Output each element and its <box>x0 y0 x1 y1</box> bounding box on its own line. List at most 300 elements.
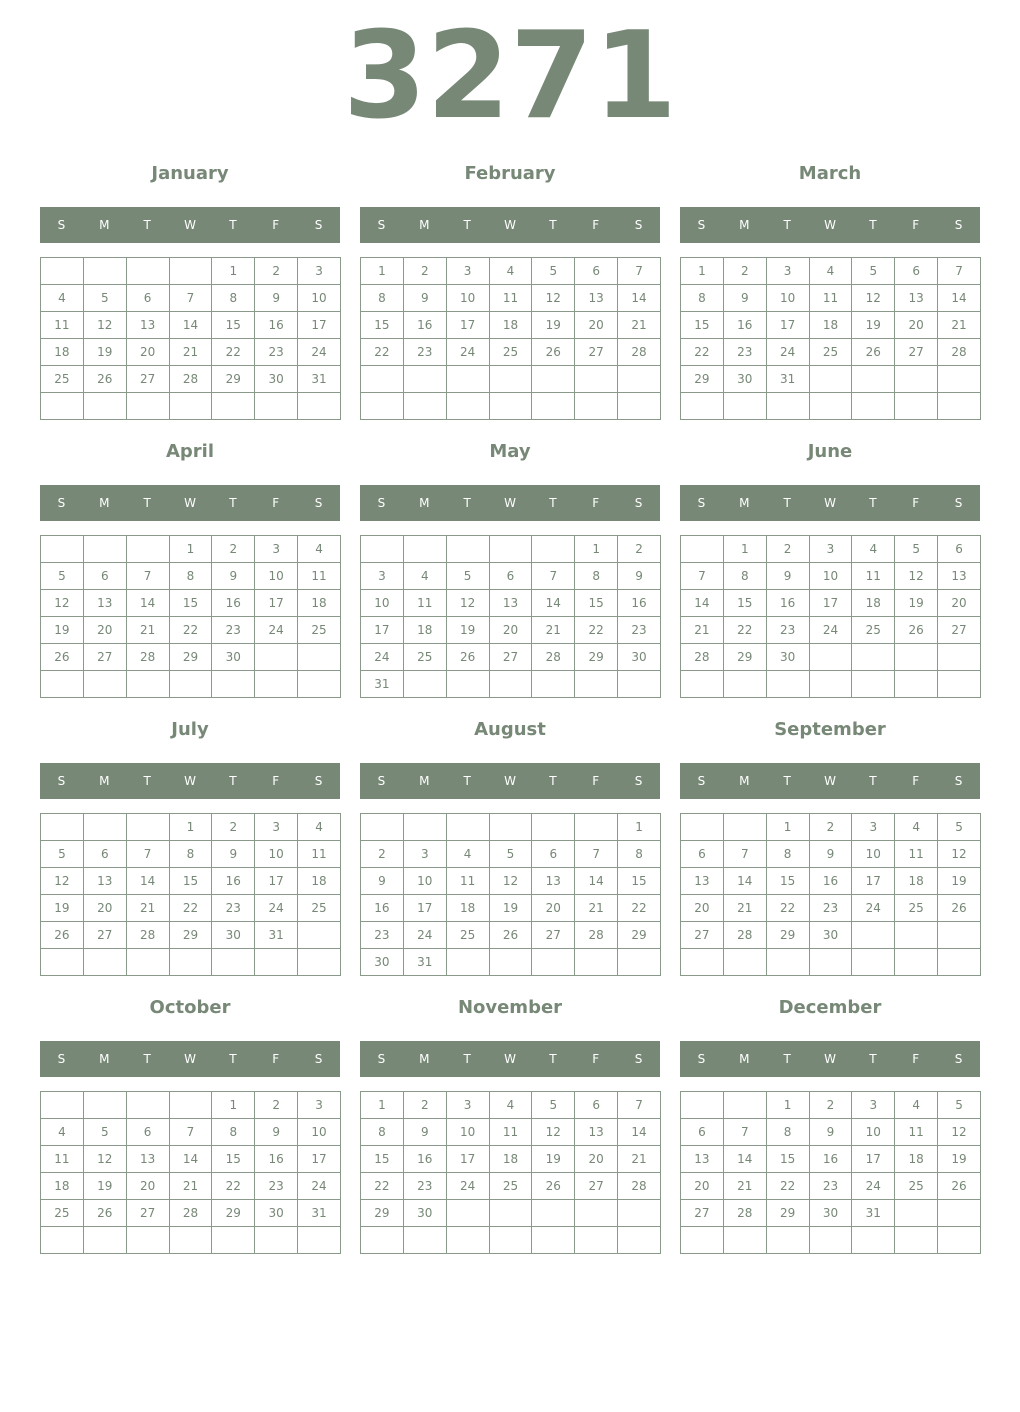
week-row <box>41 1200 341 1227</box>
weekday-label: W <box>504 496 516 510</box>
day-cell: 2 <box>766 536 809 563</box>
day-cell: 20 <box>126 339 169 366</box>
week-row <box>681 563 981 590</box>
day-cell <box>618 671 661 698</box>
week-row <box>361 895 661 922</box>
day-cell: 31 <box>298 366 341 393</box>
weekday-label: F <box>912 496 920 510</box>
day-cell: 1 <box>766 814 809 841</box>
day-cell: 2 <box>212 536 255 563</box>
day-cell: 31 <box>298 1200 341 1227</box>
day-cell: 25 <box>489 1173 532 1200</box>
day-cell: 29 <box>212 366 255 393</box>
day-cell <box>126 536 169 563</box>
day-cell <box>446 814 489 841</box>
day-cell: 27 <box>83 922 126 949</box>
day-grid <box>40 813 341 976</box>
day-cell <box>446 1227 489 1254</box>
week-row <box>41 617 341 644</box>
day-cell: 4 <box>489 258 532 285</box>
day-cell <box>126 814 169 841</box>
weekday-header <box>360 763 660 799</box>
month-august <box>360 719 660 983</box>
day-cell: 18 <box>41 1173 84 1200</box>
day-cell: 2 <box>255 1092 298 1119</box>
month-name: December <box>778 997 882 1018</box>
day-cell <box>809 393 852 420</box>
week-row <box>681 1119 981 1146</box>
day-cell: 14 <box>618 285 661 312</box>
weekday-label: T <box>783 218 791 232</box>
day-cell: 23 <box>809 895 852 922</box>
weekday-label: S <box>314 1052 323 1066</box>
day-cell: 24 <box>361 644 404 671</box>
day-cell: 14 <box>575 868 618 895</box>
day-cell <box>83 949 126 976</box>
day-cell: 31 <box>852 1200 895 1227</box>
day-grid <box>680 257 981 420</box>
week-row <box>681 258 981 285</box>
day-cell: 23 <box>723 339 766 366</box>
weekday-header <box>40 485 340 521</box>
weekday-label: T <box>549 496 557 510</box>
day-cell <box>83 1092 126 1119</box>
week-row <box>681 671 981 698</box>
day-cell <box>255 671 298 698</box>
day-cell: 7 <box>618 1092 661 1119</box>
day-cell <box>403 814 446 841</box>
week-row <box>41 868 341 895</box>
day-cell: 20 <box>83 895 126 922</box>
weekday-header <box>680 207 980 243</box>
weekday-label: S <box>377 774 386 788</box>
week-row <box>681 868 981 895</box>
week-row <box>681 814 981 841</box>
day-cell: 26 <box>83 366 126 393</box>
day-cell: 22 <box>169 895 212 922</box>
day-cell: 3 <box>298 258 341 285</box>
day-cell: 8 <box>618 841 661 868</box>
day-cell: 17 <box>403 895 446 922</box>
day-cell <box>403 536 446 563</box>
day-cell: 30 <box>403 1200 446 1227</box>
day-cell: 3 <box>361 563 404 590</box>
day-cell: 1 <box>212 1092 255 1119</box>
weekday-label: T <box>143 774 151 788</box>
day-cell <box>298 671 341 698</box>
day-cell: 10 <box>403 868 446 895</box>
day-cell: 21 <box>723 1173 766 1200</box>
day-cell: 27 <box>126 1200 169 1227</box>
day-cell: 12 <box>41 868 84 895</box>
day-grid <box>680 813 981 976</box>
day-cell: 10 <box>809 563 852 590</box>
day-cell <box>361 536 404 563</box>
day-cell: 19 <box>938 1146 981 1173</box>
day-cell <box>41 949 84 976</box>
day-cell: 15 <box>681 312 724 339</box>
day-cell: 1 <box>169 536 212 563</box>
day-cell: 10 <box>255 841 298 868</box>
day-cell: 11 <box>41 312 84 339</box>
month-name: April <box>165 441 215 462</box>
month-name: July <box>171 719 209 740</box>
week-row <box>681 922 981 949</box>
weekday-label: T <box>869 1052 877 1066</box>
day-cell: 2 <box>361 841 404 868</box>
day-cell: 22 <box>361 1173 404 1200</box>
day-cell: 8 <box>212 1119 255 1146</box>
day-cell: 22 <box>169 617 212 644</box>
day-cell: 26 <box>532 339 575 366</box>
weekday-label: S <box>954 218 963 232</box>
day-cell: 30 <box>255 1200 298 1227</box>
day-cell: 30 <box>809 1200 852 1227</box>
weekday-label: T <box>549 1052 557 1066</box>
day-cell: 16 <box>361 895 404 922</box>
weekday-label: T <box>549 774 557 788</box>
day-cell: 25 <box>41 366 84 393</box>
day-cell: 20 <box>938 590 981 617</box>
weekday-label: S <box>377 496 386 510</box>
day-cell: 21 <box>618 1146 661 1173</box>
day-cell: 1 <box>575 536 618 563</box>
weekday-label: S <box>57 496 66 510</box>
day-cell: 30 <box>766 644 809 671</box>
day-cell <box>575 1227 618 1254</box>
week-row <box>361 644 661 671</box>
day-cell <box>446 1200 489 1227</box>
week-row <box>41 644 341 671</box>
day-cell: 9 <box>618 563 661 590</box>
day-cell: 25 <box>298 895 341 922</box>
day-cell: 23 <box>255 339 298 366</box>
day-cell <box>489 1200 532 1227</box>
weekday-label: M <box>419 774 430 788</box>
week-row <box>361 312 661 339</box>
month-september <box>680 719 980 983</box>
day-grid <box>360 1091 661 1254</box>
day-cell <box>532 671 575 698</box>
day-cell: 21 <box>618 312 661 339</box>
day-cell: 26 <box>489 922 532 949</box>
weekday-label: S <box>57 774 66 788</box>
day-cell: 12 <box>83 1146 126 1173</box>
weekday-header <box>680 485 980 521</box>
day-cell <box>723 949 766 976</box>
weekday-label: M <box>739 774 750 788</box>
day-cell: 10 <box>361 590 404 617</box>
day-cell: 18 <box>41 339 84 366</box>
day-cell: 30 <box>809 922 852 949</box>
day-cell: 24 <box>852 895 895 922</box>
day-cell: 13 <box>575 285 618 312</box>
day-cell: 14 <box>126 868 169 895</box>
day-cell: 15 <box>212 312 255 339</box>
day-cell: 5 <box>895 536 938 563</box>
day-cell: 11 <box>809 285 852 312</box>
day-cell: 3 <box>255 536 298 563</box>
day-cell: 30 <box>255 366 298 393</box>
day-cell <box>489 949 532 976</box>
weekday-header <box>360 485 660 521</box>
week-row <box>361 366 661 393</box>
day-cell <box>489 814 532 841</box>
week-row <box>41 922 341 949</box>
day-cell: 4 <box>298 536 341 563</box>
week-row <box>41 1092 341 1119</box>
day-cell: 30 <box>618 644 661 671</box>
day-cell <box>852 644 895 671</box>
day-cell: 29 <box>169 644 212 671</box>
day-cell: 24 <box>403 922 446 949</box>
weekday-header <box>680 763 980 799</box>
week-row <box>41 895 341 922</box>
day-cell: 15 <box>766 868 809 895</box>
day-cell: 12 <box>938 841 981 868</box>
month-name: March <box>798 163 862 184</box>
day-cell: 17 <box>298 1146 341 1173</box>
month-january <box>40 163 340 427</box>
day-cell: 6 <box>575 1092 618 1119</box>
day-cell <box>446 671 489 698</box>
day-cell: 20 <box>681 895 724 922</box>
day-cell: 16 <box>212 590 255 617</box>
day-cell: 22 <box>361 339 404 366</box>
day-grid <box>680 1091 981 1254</box>
day-cell <box>681 949 724 976</box>
day-cell: 17 <box>809 590 852 617</box>
year-title: 3271 <box>343 7 677 146</box>
day-grid <box>40 257 341 420</box>
day-cell: 8 <box>212 285 255 312</box>
day-cell: 9 <box>809 841 852 868</box>
day-cell: 3 <box>298 1092 341 1119</box>
day-cell <box>126 393 169 420</box>
day-cell: 5 <box>41 563 84 590</box>
day-cell: 30 <box>212 922 255 949</box>
day-cell: 13 <box>575 1119 618 1146</box>
day-grid <box>680 535 981 698</box>
day-cell: 24 <box>255 617 298 644</box>
day-cell: 23 <box>403 339 446 366</box>
day-cell: 28 <box>575 922 618 949</box>
day-cell <box>852 949 895 976</box>
weekday-header <box>40 763 340 799</box>
day-cell: 17 <box>446 312 489 339</box>
day-cell: 19 <box>83 339 126 366</box>
day-cell: 1 <box>361 258 404 285</box>
day-cell <box>126 949 169 976</box>
weekday-label: T <box>143 218 151 232</box>
week-row <box>361 1092 661 1119</box>
week-row <box>41 949 341 976</box>
week-row <box>361 671 661 698</box>
day-cell: 2 <box>809 814 852 841</box>
day-cell: 18 <box>298 590 341 617</box>
day-cell: 7 <box>126 563 169 590</box>
day-cell <box>212 393 255 420</box>
day-cell <box>723 671 766 698</box>
weekday-label: S <box>697 218 706 232</box>
weekday-label: M <box>99 1052 110 1066</box>
day-cell <box>126 258 169 285</box>
day-cell: 7 <box>126 841 169 868</box>
day-cell: 19 <box>852 312 895 339</box>
day-cell: 2 <box>809 1092 852 1119</box>
day-cell: 7 <box>169 285 212 312</box>
weekday-label: W <box>824 218 836 232</box>
day-cell <box>938 366 981 393</box>
day-cell: 21 <box>169 339 212 366</box>
day-cell: 29 <box>169 922 212 949</box>
weekday-label: W <box>184 1052 196 1066</box>
day-cell: 14 <box>938 285 981 312</box>
day-cell: 31 <box>766 366 809 393</box>
day-cell: 8 <box>766 841 809 868</box>
weekday-label: F <box>912 774 920 788</box>
day-cell: 4 <box>298 814 341 841</box>
day-cell: 14 <box>169 1146 212 1173</box>
day-cell: 26 <box>938 895 981 922</box>
day-cell: 16 <box>766 590 809 617</box>
week-row <box>361 285 661 312</box>
weekday-label: W <box>824 774 836 788</box>
day-cell: 20 <box>575 312 618 339</box>
week-row <box>41 841 341 868</box>
day-cell <box>766 1227 809 1254</box>
weekday-label: M <box>419 496 430 510</box>
day-cell: 19 <box>489 895 532 922</box>
month-name: October <box>149 997 231 1018</box>
day-cell: 7 <box>723 1119 766 1146</box>
day-cell <box>169 671 212 698</box>
weekday-label: W <box>184 496 196 510</box>
day-cell <box>212 671 255 698</box>
month-july <box>40 719 340 983</box>
day-cell: 15 <box>618 868 661 895</box>
day-cell: 24 <box>809 617 852 644</box>
day-cell <box>169 258 212 285</box>
day-cell <box>446 366 489 393</box>
day-cell: 18 <box>403 617 446 644</box>
day-cell: 18 <box>809 312 852 339</box>
day-cell: 15 <box>723 590 766 617</box>
day-cell <box>403 671 446 698</box>
day-cell <box>852 671 895 698</box>
weekday-label: M <box>739 218 750 232</box>
day-cell <box>766 949 809 976</box>
weekday-label: S <box>377 1052 386 1066</box>
day-cell: 12 <box>938 1119 981 1146</box>
day-cell: 12 <box>41 590 84 617</box>
week-row <box>41 1227 341 1254</box>
weekday-label: M <box>739 496 750 510</box>
week-row <box>681 285 981 312</box>
day-cell: 19 <box>938 868 981 895</box>
day-cell: 24 <box>298 339 341 366</box>
day-cell: 1 <box>618 814 661 841</box>
day-cell: 28 <box>169 1200 212 1227</box>
day-cell: 11 <box>446 868 489 895</box>
day-cell: 9 <box>255 285 298 312</box>
week-row <box>41 366 341 393</box>
day-cell <box>723 1092 766 1119</box>
day-cell: 5 <box>41 841 84 868</box>
month-may <box>360 441 660 705</box>
weekday-label: F <box>912 218 920 232</box>
day-cell <box>489 393 532 420</box>
day-cell: 22 <box>575 617 618 644</box>
month-march <box>680 163 980 427</box>
day-cell: 18 <box>489 312 532 339</box>
weekday-label: S <box>377 218 386 232</box>
day-cell: 22 <box>681 339 724 366</box>
day-cell: 16 <box>403 312 446 339</box>
day-cell: 25 <box>489 339 532 366</box>
day-cell: 4 <box>403 563 446 590</box>
day-cell: 28 <box>618 1173 661 1200</box>
day-cell: 13 <box>895 285 938 312</box>
weekday-label: T <box>229 218 237 232</box>
day-cell: 28 <box>681 644 724 671</box>
weekday-label: M <box>739 1052 750 1066</box>
day-cell <box>298 644 341 671</box>
day-cell: 19 <box>41 617 84 644</box>
day-cell: 16 <box>255 312 298 339</box>
week-row <box>361 949 661 976</box>
day-cell: 19 <box>532 312 575 339</box>
day-cell <box>852 393 895 420</box>
day-cell: 1 <box>361 1092 404 1119</box>
day-cell: 2 <box>212 814 255 841</box>
day-cell <box>361 366 404 393</box>
day-cell: 24 <box>446 339 489 366</box>
day-cell: 7 <box>681 563 724 590</box>
day-cell: 2 <box>255 258 298 285</box>
day-cell: 25 <box>895 895 938 922</box>
day-cell: 10 <box>852 1119 895 1146</box>
day-cell <box>489 671 532 698</box>
day-cell: 13 <box>489 590 532 617</box>
day-cell: 4 <box>809 258 852 285</box>
day-cell: 5 <box>83 285 126 312</box>
week-row <box>681 366 981 393</box>
day-cell <box>938 949 981 976</box>
weekday-label: F <box>592 218 600 232</box>
weekday-label: W <box>824 496 836 510</box>
day-cell: 21 <box>126 617 169 644</box>
day-cell <box>169 393 212 420</box>
day-cell: 15 <box>212 1146 255 1173</box>
month-april <box>40 441 340 705</box>
day-cell <box>895 644 938 671</box>
day-cell: 27 <box>681 922 724 949</box>
week-row <box>41 393 341 420</box>
day-cell <box>255 644 298 671</box>
day-cell: 8 <box>575 563 618 590</box>
day-cell: 25 <box>809 339 852 366</box>
weekday-header <box>40 207 340 243</box>
day-cell: 3 <box>766 258 809 285</box>
day-cell <box>298 1227 341 1254</box>
week-row <box>681 841 981 868</box>
day-cell: 17 <box>852 1146 895 1173</box>
day-cell <box>618 393 661 420</box>
day-cell: 27 <box>532 922 575 949</box>
day-cell: 25 <box>446 922 489 949</box>
day-cell: 29 <box>212 1200 255 1227</box>
